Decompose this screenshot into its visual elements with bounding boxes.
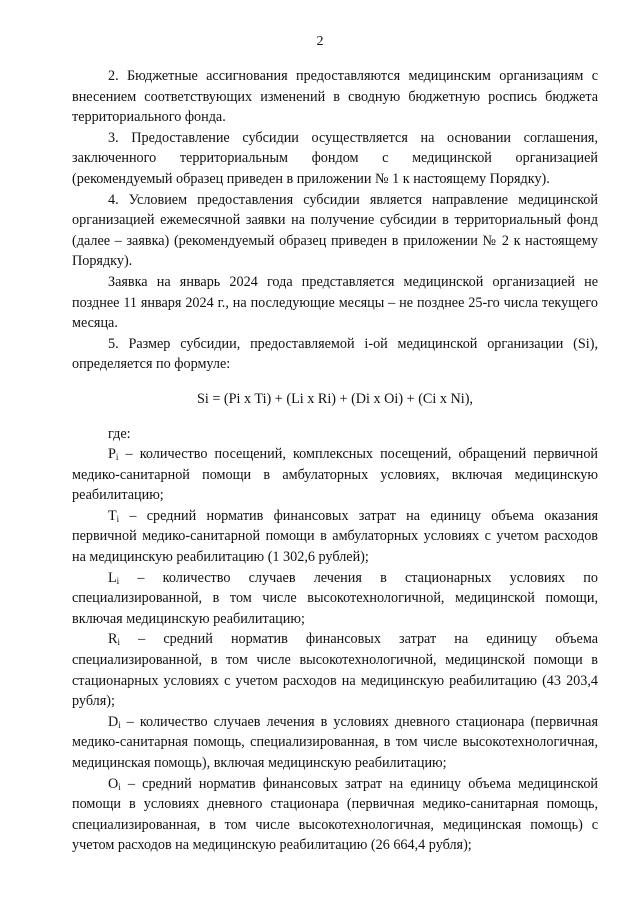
definition-t: $T_i$ – средний норматив финансовых затрат на единицу объема оказания первичной медико-санитарной помощи в амбулаторных условиях с учетом расходов на медицинскую реабилитацию (1 302,6 рублей);: [72, 507, 598, 566]
definition-d-text: – количество случаев лечения в условиях дневного стационара (первичная медико-санитарная помощь, специализированная, в том числе высокотехнологичная, медицинская помощь), включая медицинскую реабилитацию;: [72, 713, 599, 771]
paragraph-4-application-deadline: Заявка на январь 2024 года представляется медицинской организацией не позднее 11 января 2024 г., на последующие месяцы – не позднее 25-го числа текущего месяца.: [72, 273, 598, 332]
definition-r: $R_i$ – средний норматив финансовых затрат на единицу объема специализированной, в том числе высокотехнологичной, медицинской помощи в стационарных условиях с учетом расходов на медицинскую реабилитацию (43 203,4 рубля);: [72, 631, 598, 710]
symbol-o: O: [108, 775, 119, 792]
symbol-t: T: [108, 507, 117, 524]
where-label: где:: [108, 425, 131, 442]
paragraph-5: 5. Размер субсидии, предоставляемой i-ой медицинской организации (Si), определяется по формуле:: [72, 335, 598, 373]
subsidy-formula: Si = (Pi x Ti) + (Li x Ri) + (Di x Oi) + (Ci x Ni),: [197, 390, 473, 407]
paragraph-3: 3. Предоставление субсидии осуществляется на основании соглашения, заключенного территориальным фондом с медицинской организацией (рекомендуемый образец приведен в приложении № 1 к настоящему Порядку).: [72, 129, 598, 187]
definition-o: $O_i$ – средний норматив финансовых затрат на единицу объема медицинской помощи в условиях дневного стационара (первичная медико-санитарная помощь, специализированная, в том числе высокотехнологичная, медицинская помощь) с учетом расходов на медицинскую реабилитацию (26 664,4 рубля);: [72, 775, 598, 854]
paragraph-2: 2. Бюджетные ассигнования предоставляются медицинским организациям с внесением соответствующих изменений в сводную бюджетную роспись бюджета территориального фонда.: [72, 68, 598, 126]
definition-o-text: – средний норматив финансовых затрат на единицу объема медицинской помощи в условиях дневного стационара (первичная медико-санитарная помощь, специализированная, в том числе высокотехнологичная, медицинская помощь) с учетом расходов на медицинскую реабилитацию (26 664,4 рубля);: [72, 775, 598, 854]
definition-p: $P_i$ – количество посещений, комплексных посещений, обращений первичной медико-санитарной помощи в амбулаторных условиях, включая медицинскую реабилитацию;: [72, 446, 599, 504]
page-number: 2: [316, 34, 324, 49]
definition-t-text: – средний норматив финансовых затрат на единицу объема оказания первичной медико-санитарной помощи в амбулаторных условиях с учетом расходов на медицинскую реабилитацию (1 302,6 рублей);: [72, 507, 598, 566]
definition-d: $D_i$ – количество случаев лечения в условиях дневного стационара (первичная медико-санитарная помощь, специализированная, в том числе высокотехнологичная, медицинская помощь), включая медицинскую реабилитацию;: [72, 713, 599, 771]
symbol-d: D: [108, 713, 119, 730]
definition-l-text: – количество случаев лечения в стационарных условиях по специализированной, в том числе высокотехнологичной, медицинской помощи, включая медицинскую реабилитацию;: [72, 569, 598, 627]
symbol-p: P: [108, 446, 116, 463]
paragraph-4: 4. Условием предоставления субсидии является направление медицинской организацией ежемесячной заявки на получение субсидии в территориальный фонд (далее – заявка) (рекомендуемый образец приведен в приложении № 2 к настоящему Порядку).: [72, 191, 598, 270]
symbol-l: L: [108, 569, 117, 586]
document-body: [72, 66, 598, 856]
definition-r-text: – средний норматив финансовых затрат на единицу объема специализированной, в том числе высокотехнологичной, медицинской помощи в стационарных условиях с учетом расходов на медицинскую реабилитацию (43 203,4 рубля);: [72, 631, 598, 710]
definition-l: $L_i$ – количество случаев лечения в стационарных условиях по специализированной, в том числе высокотехнологичной, медицинской помощи, включая медицинскую реабилитацию;: [72, 569, 598, 627]
symbol-r: R: [108, 631, 118, 648]
definition-p-text: – количество посещений, комплексных посещений, обращений первичной медико-санитарной помощи в амбулаторных условиях, включая медицинскую реабилитацию;: [72, 446, 599, 504]
